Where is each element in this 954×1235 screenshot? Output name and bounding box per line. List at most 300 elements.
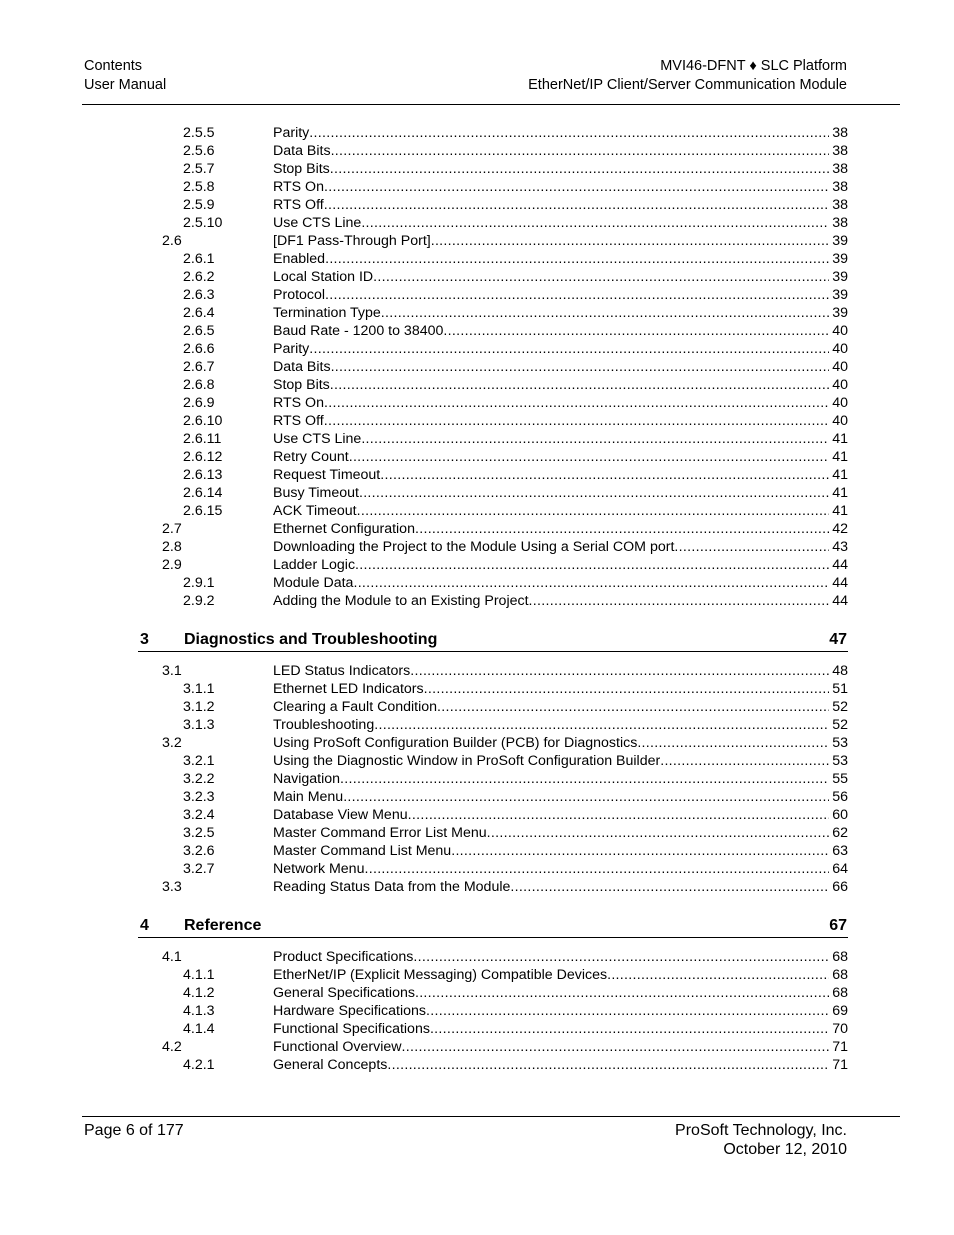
toc-entry-title: Downloading the Project to the Module Using a Serial COM port — [273, 539, 675, 555]
toc-entry-title: Parity — [273, 125, 310, 141]
dot-leader — [361, 430, 829, 448]
toc-entry-title: Functional Overview — [273, 1039, 402, 1055]
toc-entry-page: 39 — [832, 305, 848, 321]
dot-leader — [361, 214, 829, 232]
toc-entry[interactable] — [0, 250, 954, 268]
dot-leader — [349, 448, 830, 466]
toc-entry-title: Product Specifications — [273, 949, 414, 965]
toc-entry-number: 2.6.6 — [183, 341, 215, 357]
footer-page-number: Page 6 of 177 — [84, 1122, 184, 1139]
toc-entry-line — [273, 592, 848, 610]
toc-block-chapter-2 — [0, 124, 954, 610]
toc-entry-line — [273, 842, 848, 860]
chapter-page: 67 — [829, 917, 847, 934]
dot-leader — [510, 878, 829, 896]
toc-entry-number: 2.6.10 — [183, 413, 223, 429]
toc-entry-title: Navigation — [273, 771, 341, 787]
toc-entry-number: 4.1.4 — [183, 1021, 215, 1037]
toc-entry-line — [273, 412, 848, 430]
toc-entry-line — [273, 948, 848, 966]
toc-entry-number: 2.6.12 — [183, 449, 223, 465]
toc-entry-line — [273, 1056, 848, 1074]
dot-leader — [674, 538, 829, 556]
dot-leader — [373, 268, 829, 286]
toc-entry-line — [273, 286, 848, 304]
toc-entry-title: Termination Type — [273, 305, 381, 321]
toc-entry-title: Using the Diagnostic Window in ProSoft Configuration Builder — [273, 753, 661, 769]
header-manual-label: User Manual — [84, 77, 167, 93]
toc-entry-line — [273, 520, 848, 538]
header-product-name: MVI46-DFNT ♦ SLC Platform — [660, 58, 847, 74]
toc-entry-line — [273, 860, 848, 878]
toc-entry-line — [273, 662, 848, 680]
toc-entry-title: Use CTS Line — [273, 431, 362, 447]
toc-entry-title: Functional Specifications — [273, 1021, 430, 1037]
chapter-title: Reference — [184, 917, 262, 934]
toc-entry-number: 2.9.1 — [183, 575, 215, 591]
toc-entry-title: RTS On — [273, 179, 324, 195]
toc-entry-page: 41 — [832, 449, 848, 465]
toc-entry-line — [273, 788, 848, 806]
toc-entry-page: 68 — [832, 985, 848, 1001]
toc-entry-number: 3.2.5 — [183, 825, 215, 841]
toc-entry-line — [273, 322, 848, 340]
toc-entry-page: 55 — [832, 771, 848, 787]
toc-entry-page: 39 — [832, 233, 848, 249]
dot-leader — [408, 806, 830, 824]
toc-entry[interactable] — [0, 1038, 954, 1056]
toc-entry-number: 3.1.1 — [183, 681, 215, 697]
table-of-contents — [0, 124, 954, 1074]
toc-entry-line — [273, 196, 848, 214]
toc-entry-line — [273, 1020, 848, 1038]
toc-entry-number: 2.6.3 — [183, 287, 215, 303]
toc-entry-title: Local Station ID — [273, 269, 374, 285]
toc-entry[interactable] — [0, 124, 954, 142]
toc-entry-number: 4.1 — [162, 949, 182, 965]
toc-entry[interactable] — [0, 752, 954, 770]
dot-leader — [364, 860, 829, 878]
toc-entry[interactable] — [0, 160, 954, 178]
toc-entry[interactable] — [0, 178, 954, 196]
toc-entry-title: LED Status Indicators — [273, 663, 411, 679]
toc-entry-number: 2.6.13 — [183, 467, 223, 483]
toc-entry[interactable] — [0, 574, 954, 592]
toc-entry-number: 3.2.4 — [183, 807, 215, 823]
toc-entry[interactable] — [0, 376, 954, 394]
toc-entry-page: 40 — [832, 323, 848, 339]
toc-entry-number: 2.8 — [162, 539, 182, 555]
toc-entry-line — [273, 214, 848, 232]
toc-entry-page: 44 — [832, 575, 848, 591]
dot-leader — [331, 358, 830, 376]
toc-entry-number: 2.9 — [162, 557, 182, 573]
toc-entry-number: 2.5.9 — [183, 197, 215, 213]
page-header-right — [528, 57, 847, 95]
toc-entry-page: 60 — [832, 807, 848, 823]
toc-entry[interactable] — [0, 788, 954, 806]
toc-entry-page: 41 — [832, 485, 848, 501]
page-footer-right — [675, 1121, 847, 1159]
dot-leader — [381, 304, 829, 322]
toc-entry-line — [273, 556, 848, 574]
toc-entry[interactable] — [0, 430, 954, 448]
dot-leader — [387, 1056, 829, 1074]
toc-entry-number: 2.7 — [162, 521, 182, 537]
toc-entry-number: 2.6.15 — [183, 503, 223, 519]
dot-leader — [529, 592, 830, 610]
toc-entry-number: 2.5.5 — [183, 125, 215, 141]
toc-entry-title: Protocol — [273, 287, 326, 303]
toc-entry-page: 38 — [832, 179, 848, 195]
toc-entry-page: 40 — [832, 341, 848, 357]
toc-entry-title: [DF1 Pass-Through Port] — [273, 233, 431, 249]
toc-entry-page: 63 — [832, 843, 848, 859]
toc-entry-line — [273, 484, 848, 502]
toc-entry[interactable] — [0, 680, 954, 698]
toc-entry-title: Troubleshooting — [273, 717, 375, 733]
toc-entry-line — [273, 770, 848, 788]
dot-leader — [451, 842, 829, 860]
toc-entry-title: Adding the Module to an Existing Project — [273, 593, 529, 609]
toc-entry-page: 44 — [832, 557, 848, 573]
dot-leader — [353, 574, 829, 592]
dot-leader — [324, 196, 829, 214]
toc-entry-line — [273, 142, 848, 160]
toc-entry[interactable] — [0, 358, 954, 376]
toc-entry-line — [273, 376, 848, 394]
toc-entry-number: 2.6.2 — [183, 269, 215, 285]
toc-entry-title: Master Command Error List Menu — [273, 825, 487, 841]
toc-block-chapter-3 — [0, 662, 954, 896]
toc-entry-line — [273, 502, 848, 520]
dot-leader — [413, 948, 829, 966]
toc-entry[interactable] — [0, 860, 954, 878]
toc-entry[interactable] — [0, 824, 954, 842]
chapter-number: 3 — [140, 631, 149, 648]
toc-entry-title: Enabled — [273, 251, 326, 267]
toc-entry-line — [273, 268, 848, 286]
toc-entry-line — [273, 984, 848, 1002]
toc-entry-page: 70 — [832, 1021, 848, 1037]
toc-entry[interactable] — [0, 340, 954, 358]
toc-entry-number: 2.6.4 — [183, 305, 215, 321]
toc-entry-page: 69 — [832, 1003, 848, 1019]
toc-entry[interactable] — [0, 592, 954, 610]
toc-entry[interactable] — [0, 448, 954, 466]
toc-entry[interactable] — [0, 1020, 954, 1038]
toc-entry-line — [273, 716, 848, 734]
toc-entry[interactable] — [0, 716, 954, 734]
toc-entry[interactable] — [0, 322, 954, 340]
toc-entry-page: 51 — [832, 681, 848, 697]
dot-leader — [415, 520, 829, 538]
toc-entry[interactable] — [0, 412, 954, 430]
toc-entry[interactable] — [0, 698, 954, 716]
toc-entry-number: 2.6.14 — [183, 485, 223, 501]
toc-entry-line — [273, 538, 848, 556]
toc-entry-number: 4.1.1 — [183, 967, 215, 983]
toc-entry-title: Stop Bits — [273, 377, 330, 393]
dot-leader — [443, 322, 829, 340]
toc-entry-title: Ethernet Configuration — [273, 521, 415, 537]
toc-entry-page: 38 — [832, 215, 848, 231]
toc-entry-line — [273, 358, 848, 376]
toc-entry-title: Request Timeout — [273, 467, 381, 483]
dot-leader — [330, 160, 829, 178]
toc-entry-title: Use CTS Line — [273, 215, 362, 231]
toc-entry[interactable] — [0, 734, 954, 752]
dot-leader — [431, 232, 830, 250]
chapter-page: 47 — [829, 631, 847, 648]
header-divider — [82, 104, 900, 105]
toc-entry-title: Parity — [273, 341, 310, 357]
toc-entry-line — [273, 806, 848, 824]
toc-entry-line — [273, 698, 848, 716]
dot-leader — [380, 466, 829, 484]
toc-entry-page: 41 — [832, 467, 848, 483]
toc-entry-number: 4.2 — [162, 1039, 182, 1055]
toc-entry-line — [273, 178, 848, 196]
toc-entry-number: 2.6.5 — [183, 323, 215, 339]
toc-entry-title: Using ProSoft Configuration Builder (PCB) for Diagnostics — [273, 735, 638, 751]
toc-entry-title: Baud Rate - 1200 to 38400 — [273, 323, 444, 339]
toc-entry-number: 2.6 — [162, 233, 182, 249]
dot-leader — [325, 250, 829, 268]
toc-entry-page: 38 — [832, 161, 848, 177]
dot-leader — [324, 394, 829, 412]
chapter-title: Diagnostics and Troubleshooting — [184, 631, 438, 648]
footer-divider — [82, 1116, 900, 1117]
toc-entry-page: 41 — [832, 431, 848, 447]
dot-leader — [324, 412, 829, 430]
toc-entry[interactable] — [0, 232, 954, 250]
dot-leader — [410, 662, 829, 680]
toc-entry-number: 4.1.3 — [183, 1003, 215, 1019]
toc-entry-page: 38 — [832, 125, 848, 141]
toc-entry-title: General Specifications — [273, 985, 415, 1001]
toc-entry-number: 3.1.2 — [183, 699, 215, 715]
dot-leader — [402, 1038, 830, 1056]
toc-entry-page: 38 — [832, 143, 848, 159]
dot-leader — [426, 1002, 829, 1020]
toc-entry-number: 3.2.6 — [183, 843, 215, 859]
toc-entry-line — [273, 304, 848, 322]
toc-entry-line — [273, 752, 848, 770]
toc-entry-line — [273, 430, 848, 448]
toc-entry[interactable] — [0, 502, 954, 520]
toc-entry-number: 3.2.2 — [183, 771, 215, 787]
toc-entry-title: Module Data — [273, 575, 354, 591]
dot-leader — [424, 680, 830, 698]
toc-entry-line — [273, 1002, 848, 1020]
toc-entry-page: 42 — [832, 521, 848, 537]
toc-entry-title: Ethernet LED Indicators — [273, 681, 424, 697]
toc-entry[interactable] — [0, 984, 954, 1002]
toc-chapter-4-heading[interactable] — [0, 896, 954, 944]
toc-entry-number: 2.5.7 — [183, 161, 215, 177]
toc-entry-line — [273, 160, 848, 178]
toc-entry-title: Data Bits — [273, 143, 331, 159]
toc-entry-title: Data Bits — [273, 359, 331, 375]
toc-entry-title: Reading Status Data from the Module — [273, 879, 511, 895]
dot-leader — [607, 966, 829, 984]
page-header-left — [84, 57, 166, 95]
dot-leader — [660, 752, 829, 770]
toc-entry[interactable] — [0, 466, 954, 484]
toc-entry-number: 2.5.10 — [183, 215, 223, 231]
toc-entry-number: 2.9.2 — [183, 593, 215, 609]
toc-entry-line — [273, 1038, 848, 1056]
toc-entry-number: 2.6.1 — [183, 251, 215, 267]
toc-entry-title: Ladder Logic — [273, 557, 356, 573]
toc-entry-page: 64 — [832, 861, 848, 877]
toc-entry-number: 3.3 — [162, 879, 182, 895]
toc-entry[interactable] — [0, 142, 954, 160]
dot-leader — [309, 340, 829, 358]
toc-entry[interactable] — [0, 948, 954, 966]
dot-leader — [359, 484, 829, 502]
toc-entry-page: 40 — [832, 413, 848, 429]
toc-entry-number: 2.6.8 — [183, 377, 215, 393]
toc-entry-page: 39 — [832, 287, 848, 303]
toc-entry-title: RTS Off — [273, 413, 324, 429]
toc-entry-number: 3.1 — [162, 663, 182, 679]
toc-entry-line — [273, 124, 848, 142]
chapter-number: 4 — [140, 917, 149, 934]
toc-entry[interactable] — [0, 878, 954, 896]
toc-entry-page: 62 — [832, 825, 848, 841]
dot-leader — [325, 286, 829, 304]
dot-leader — [357, 502, 830, 520]
toc-entry-title: Hardware Specifications — [273, 1003, 426, 1019]
toc-entry-line — [273, 448, 848, 466]
toc-entry[interactable] — [0, 520, 954, 538]
dot-leader — [437, 698, 829, 716]
toc-entry-page: 56 — [832, 789, 848, 805]
toc-entry-number: 3.1.3 — [183, 717, 215, 733]
toc-entry-page: 40 — [832, 395, 848, 411]
toc-entry-page: 44 — [832, 593, 848, 609]
toc-entry[interactable] — [0, 268, 954, 286]
toc-chapter-3-heading[interactable] — [0, 610, 954, 658]
toc-entry-page: 38 — [832, 197, 848, 213]
toc-entry-number: 4.2.1 — [183, 1057, 215, 1073]
footer-date: October 12, 2010 — [723, 1141, 847, 1158]
header-product-description: EtherNet/IP Client/Server Communication Module — [528, 77, 847, 93]
toc-entry-title: Network Menu — [273, 861, 365, 877]
toc-entry-number: 4.1.2 — [183, 985, 215, 1001]
toc-entry[interactable] — [0, 556, 954, 574]
toc-entry-title: Database View Menu — [273, 807, 408, 823]
toc-entry-title: Stop Bits — [273, 161, 330, 177]
dot-leader — [309, 124, 829, 142]
toc-entry[interactable] — [0, 1056, 954, 1074]
toc-entry-title: Clearing a Fault Condition — [273, 699, 438, 715]
toc-entry-page: 53 — [832, 753, 848, 769]
toc-entry-line — [273, 734, 848, 752]
toc-entry-line — [273, 680, 848, 698]
toc-entry[interactable] — [0, 304, 954, 322]
toc-entry[interactable] — [0, 214, 954, 232]
toc-entry-line — [273, 250, 848, 268]
toc-entry-page: 39 — [832, 251, 848, 267]
toc-entry-page: 68 — [832, 967, 848, 983]
chapter-divider — [138, 651, 848, 652]
toc-entry-line — [273, 574, 848, 592]
dot-leader — [487, 824, 830, 842]
toc-entry-title: Retry Count — [273, 449, 349, 465]
toc-entry-line — [273, 966, 848, 984]
toc-entry-line — [273, 878, 848, 896]
toc-entry-title: ACK Timeout — [273, 503, 357, 519]
toc-entry-title: RTS Off — [273, 197, 324, 213]
toc-entry-number: 2.5.8 — [183, 179, 215, 195]
toc-entry[interactable] — [0, 806, 954, 824]
toc-entry-title: Main Menu — [273, 789, 344, 805]
toc-entry-page: 71 — [832, 1057, 848, 1073]
toc-entry-page: 52 — [832, 717, 848, 733]
chapter-divider — [138, 937, 848, 938]
toc-block-chapter-4 — [0, 948, 954, 1074]
toc-entry-title: EtherNet/IP (Explicit Messaging) Compatible Devices — [273, 967, 608, 983]
toc-entry-title: Busy Timeout — [273, 485, 359, 501]
toc-entry[interactable] — [0, 770, 954, 788]
toc-entry-number: 3.2 — [162, 735, 182, 751]
toc-entry[interactable] — [0, 662, 954, 680]
dot-leader — [415, 984, 829, 1002]
toc-entry[interactable] — [0, 1002, 954, 1020]
toc-entry-page: 48 — [832, 663, 848, 679]
dot-leader — [430, 1020, 829, 1038]
toc-entry-page: 66 — [832, 879, 848, 895]
header-section-label: Contents — [84, 58, 143, 74]
toc-entry-title: Master Command List Menu — [273, 843, 452, 859]
toc-entry-page: 40 — [832, 359, 848, 375]
footer-company: ProSoft Technology, Inc. — [675, 1122, 847, 1139]
toc-entry[interactable] — [0, 286, 954, 304]
toc-entry-page: 43 — [832, 539, 848, 555]
toc-entry-title: RTS On — [273, 395, 324, 411]
dot-leader — [343, 788, 829, 806]
toc-entry-line — [273, 466, 848, 484]
toc-entry-page: 39 — [832, 269, 848, 285]
toc-entry[interactable] — [0, 966, 954, 984]
toc-entry[interactable] — [0, 842, 954, 860]
toc-entry-line — [273, 824, 848, 842]
toc-entry-number: 3.2.3 — [183, 789, 215, 805]
toc-entry[interactable] — [0, 484, 954, 502]
dot-leader — [340, 770, 829, 788]
toc-entry[interactable] — [0, 538, 954, 556]
dot-leader — [324, 178, 829, 196]
toc-entry-page: 40 — [832, 377, 848, 393]
toc-entry-number: 3.2.7 — [183, 861, 215, 877]
toc-entry[interactable] — [0, 394, 954, 412]
toc-entry[interactable] — [0, 196, 954, 214]
toc-entry-number: 3.2.1 — [183, 753, 215, 769]
toc-entry-number: 2.6.9 — [183, 395, 215, 411]
toc-entry-number: 2.6.7 — [183, 359, 215, 375]
toc-entry-page: 53 — [832, 735, 848, 751]
dot-leader — [330, 376, 829, 394]
toc-entry-line — [273, 340, 848, 358]
toc-entry-page: 71 — [832, 1039, 848, 1055]
toc-entry-line — [273, 232, 848, 250]
toc-entry-line — [273, 394, 848, 412]
dot-leader — [374, 716, 829, 734]
dot-leader — [331, 142, 830, 160]
